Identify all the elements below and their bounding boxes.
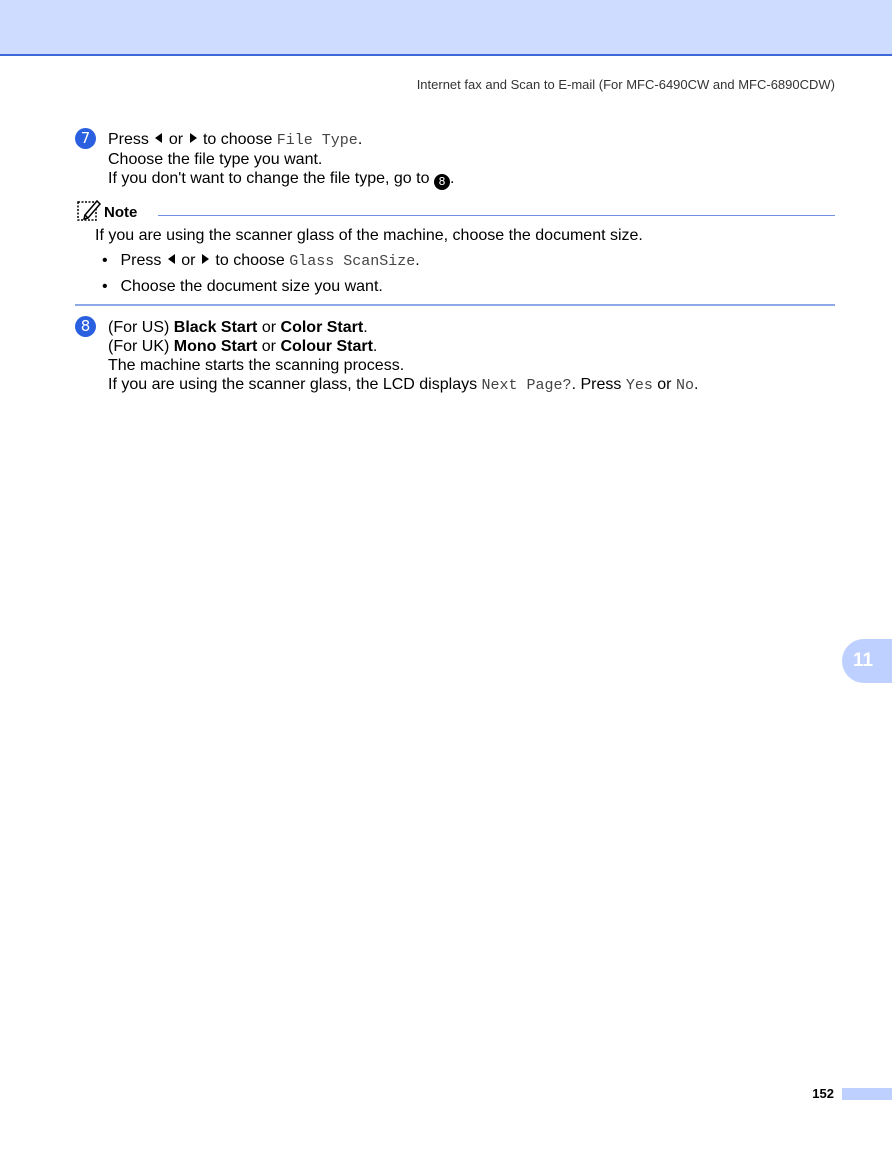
period: . [449, 170, 455, 187]
step-8-line-us [108, 318, 698, 337]
page-number-bar [842, 1088, 892, 1100]
period: . [363, 319, 368, 336]
us-prefix: (For US) [108, 319, 170, 336]
next-page-code: Next Page? [481, 377, 572, 394]
running-header: Internet fax and Scan to E-mail (For MFC-6490CW and MFC-6890CDW) [416, 77, 835, 92]
glass-scansize-code: Glass ScanSize [289, 253, 416, 270]
or-text: or [657, 376, 672, 393]
period: . [415, 252, 420, 269]
step-8-badge: 8 [75, 316, 96, 337]
note-intro: If you are using the scanner glass of the machine, choose the document size. [95, 227, 643, 244]
step-8-reference[interactable]: 8 [434, 174, 450, 190]
bullet-mark: • [102, 278, 108, 295]
mono-start-key: Mono Start [173, 338, 258, 355]
step-8-line-4 [108, 375, 698, 395]
right-arrow-icon [202, 254, 209, 264]
or-text: or [261, 319, 277, 336]
chapter-tab[interactable]: 11 [842, 639, 892, 683]
note-bullet-1 [102, 252, 420, 270]
black-start-key: Black Start [173, 319, 258, 336]
period: . [693, 376, 699, 393]
note-divider [158, 215, 835, 216]
step-8-line-uk [108, 337, 698, 356]
bullet-press-text: Press [120, 252, 162, 269]
left-arrow-icon [168, 254, 175, 264]
step-8-body [108, 318, 698, 395]
page-number: 152 [812, 1086, 834, 1101]
step-7-or-text: or [168, 131, 184, 148]
step-7-press-text: Press [108, 131, 149, 148]
yes-code: Yes [625, 377, 653, 394]
step-7-line-1 [108, 130, 454, 150]
step-7-choose-text: to choose [202, 131, 273, 148]
right-arrow-icon [190, 133, 197, 143]
bullet-or-text: or [181, 252, 196, 269]
colour-start-key: Colour Start [280, 338, 373, 355]
lcd-display-text: If you are using the scanner glass, the LCD displays [108, 376, 478, 393]
press-text: . Press [571, 376, 622, 393]
step-7-line-2: Choose the file type you want. [108, 151, 323, 168]
period: . [372, 338, 378, 355]
or-text: or [261, 338, 277, 355]
step-7-line-3 [108, 169, 454, 190]
step-7-body [108, 130, 454, 190]
pencil-note-icon [76, 198, 102, 222]
top-header-band [0, 0, 892, 56]
note-header [76, 198, 836, 222]
color-start-key: Color Start [280, 319, 364, 336]
bullet-choose-text: to choose [215, 252, 285, 269]
period: . [357, 131, 363, 148]
file-type-code: File Type [276, 132, 358, 149]
step-7-goto-text: If you don't want to change the file type, go to [108, 170, 430, 187]
note-bottom-divider [75, 304, 835, 306]
uk-prefix: (For UK) [108, 338, 170, 355]
bullet-2-text: Choose the document size you want. [120, 278, 383, 295]
note-title: Note [104, 204, 138, 221]
step-8-line-3: The machine starts the scanning process. [108, 357, 405, 374]
no-code: No [675, 377, 694, 394]
note-bullet-2 [102, 278, 383, 296]
step-7-badge: 7 [75, 128, 96, 149]
left-arrow-icon [155, 133, 162, 143]
bullet-mark: • [102, 252, 108, 269]
